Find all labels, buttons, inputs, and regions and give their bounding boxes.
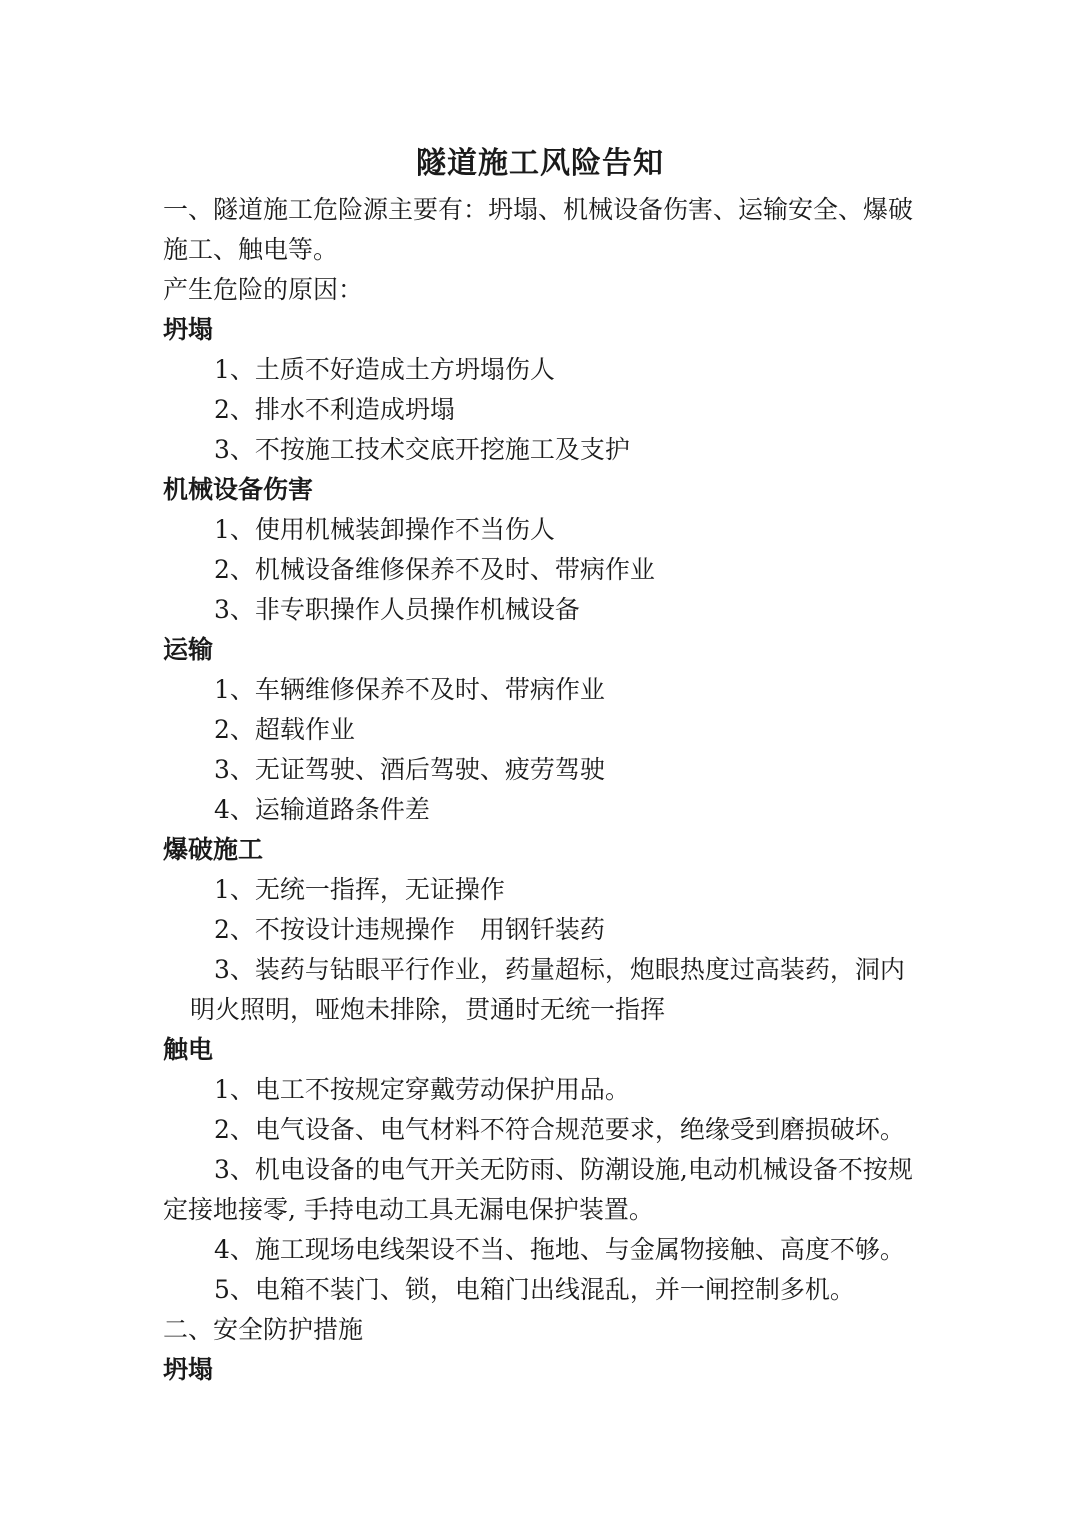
section-heading-electric-shock: 触电 bbox=[163, 1035, 214, 1064]
list-item-continuation: 明火照明，哑炮未排除，贯通时无统一指挥 bbox=[190, 995, 666, 1024]
section2-title: 二、安全防护措施 bbox=[163, 1315, 364, 1344]
list-item: 1、使用机械装卸操作不当伤人 bbox=[214, 515, 555, 544]
list-item: 3、装药与钻眼平行作业，药量超标，炮眼热度过高装药，洞内 bbox=[214, 955, 905, 984]
list-item: 2、机械设备维修保养不及时、带病作业 bbox=[214, 555, 655, 584]
list-item: 4、运输道路条件差 bbox=[214, 795, 430, 824]
section-heading-machinery: 机械设备伤害 bbox=[163, 475, 314, 504]
list-item: 1、土质不好造成土方坍塌伤人 bbox=[214, 355, 555, 384]
list-item: 1、车辆维修保养不及时、带病作业 bbox=[214, 675, 605, 704]
list-item: 5、电箱不装门、锁，电箱门出线混乱，并一闸控制多机。 bbox=[214, 1275, 855, 1304]
list-item: 4、施工现场电线架设不当、拖地、与金属物接触、高度不够。 bbox=[214, 1235, 905, 1264]
section-heading-transport: 运输 bbox=[163, 635, 214, 664]
list-item-continuation: 定接地接零, 手持电动工具无漏电保护装置。 bbox=[163, 1195, 654, 1224]
list-item: 2、不按设计违规操作 用钢钎装药 bbox=[214, 915, 605, 944]
section2-heading-collapse: 坍塌 bbox=[163, 1355, 214, 1384]
list-item: 3、不按施工技术交底开挖施工及支护 bbox=[214, 435, 630, 464]
intro-line-1: 一、隧道施工危险源主要有：坍塌、机械设备伤害、运输安全、爆破 bbox=[163, 195, 914, 224]
section-heading-collapse: 坍塌 bbox=[163, 315, 214, 344]
list-item: 1、无统一指挥，无证操作 bbox=[214, 875, 505, 904]
list-item: 2、排水不利造成坍塌 bbox=[214, 395, 455, 424]
intro-line-2: 施工、触电等。 bbox=[163, 235, 339, 264]
list-item: 3、机电设备的电气开关无防雨、防潮设施,电动机械设备不按规 bbox=[214, 1155, 913, 1184]
list-item: 2、电气设备、电气材料不符合规范要求，绝缘受到磨损破坏。 bbox=[214, 1115, 905, 1144]
section-heading-blasting: 爆破施工 bbox=[163, 835, 264, 864]
document-title: 隧道施工风险告知 bbox=[416, 146, 664, 181]
list-item: 3、非专职操作人员操作机械设备 bbox=[214, 595, 580, 624]
list-item: 1、电工不按规定穿戴劳动保护用品。 bbox=[214, 1075, 630, 1104]
list-item: 2、超载作业 bbox=[214, 715, 355, 744]
list-item: 3、无证驾驶、酒后驾驶、疲劳驾驶 bbox=[214, 755, 605, 784]
causes-label: 产生危险的原因： bbox=[163, 275, 364, 304]
